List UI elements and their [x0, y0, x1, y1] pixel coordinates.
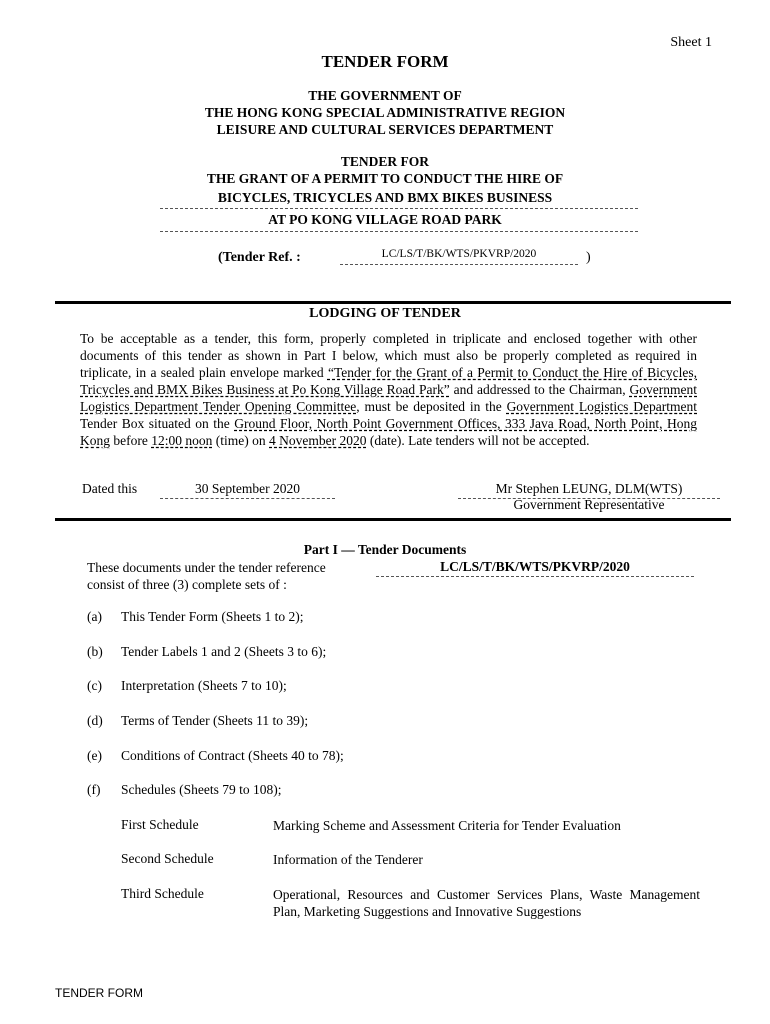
header-line-government: THE GOVERNMENT OF: [308, 88, 462, 103]
tender-ref-label: (Tender Ref. :: [218, 250, 301, 265]
header-line-hksar: THE HONG KONG SPECIAL ADMINISTRATIVE REGION: [204, 105, 566, 120]
schedule-name: Third Schedule: [121, 886, 204, 901]
part-1-intro-line: consist of three (3) complete sets of :: [87, 577, 287, 592]
tender-for-line-1: THE GRANT OF A PERMIT TO CONDUCT THE HIRE OF: [206, 171, 564, 186]
item-text: Schedules (Sheets 79 to 108);: [121, 782, 282, 797]
schedule-name: Second Schedule: [121, 851, 214, 866]
list-item: [87, 678, 287, 694]
part-1-title: Part I — Tender Documents: [303, 542, 467, 557]
lodging-text: To be acceptable as a tender, this form, properly completed in triplicate and enclosed together with other documents of this tender as shown in Part I below, which must also be properly completed as required in triplicate, in a sealed plain envelope marked: [80, 331, 697, 380]
item-text: Tender Labels 1 and 2 (Sheets 3 to 6);: [121, 644, 327, 659]
part-1-intro: [87, 559, 326, 593]
schedule-description: Operational, Resources and Customer Services Plans, Waste Management Plan, Marketing Suggestions and Innovative Suggestions: [273, 887, 700, 919]
tender-for-line-3: AT PO KONG VILLAGE ROAD PARK: [268, 212, 502, 227]
schedule-description: Information of the Tenderer: [273, 852, 423, 867]
list-item: [87, 713, 308, 729]
section-rule: [55, 301, 731, 304]
list-item: [87, 782, 281, 798]
lodging-text: , must be deposited in the: [356, 399, 507, 414]
sheet-number: Sheet 1: [670, 35, 712, 50]
closing-date: 4 November 2020: [269, 433, 367, 448]
item-text: Terms of Tender (Sheets 11 to 39);: [121, 713, 309, 728]
part-1-tender-ref: LC/LS/T/BK/WTS/PKVRP/2020: [376, 559, 694, 577]
item-letter: (f): [87, 782, 101, 797]
closing-time: 12:00 noon: [151, 433, 213, 448]
document-title: TENDER FORM: [321, 52, 449, 71]
dated-label: Dated this: [82, 481, 138, 496]
lodging-text: and addressed to the Chairman,: [449, 382, 630, 397]
lodging-text: Tender Box situated on the: [80, 416, 235, 431]
list-item: [87, 644, 326, 660]
schedule-name: First Schedule: [121, 817, 199, 832]
lodging-text: (date). Late tenders will not be accepted.: [366, 433, 590, 448]
part-1-intro-line: These documents under the tender reference: [87, 560, 326, 575]
tender-for-heading: TENDER FOR: [340, 154, 430, 169]
lodging-paragraph: [80, 330, 697, 449]
item-letter: (a): [87, 609, 102, 624]
item-letter: (b): [87, 644, 103, 659]
lodging-text: before: [110, 433, 152, 448]
list-item: [87, 748, 344, 764]
item-letter: (c): [87, 678, 102, 693]
tender-ref-value: LC/LS/T/BK/WTS/PKVRP/2020: [340, 248, 578, 265]
item-text: Conditions of Contract (Sheets 40 to 78);: [121, 748, 344, 763]
list-item: [87, 609, 304, 625]
footer-label: TENDER FORM: [55, 986, 143, 1000]
dashed-divider: [160, 231, 638, 232]
committee-name: Government Logistics Department Tender Opening Committee: [80, 382, 698, 414]
item-text: Interpretation (Sheets 7 to 10);: [121, 678, 287, 693]
lodging-title: LODGING OF TENDER: [309, 306, 461, 321]
dated-value: 30 September 2020: [160, 481, 335, 499]
representative-title: Government Representative: [513, 497, 665, 512]
item-text: This Tender Form (Sheets 1 to 2);: [121, 609, 304, 624]
dashed-divider: [160, 208, 638, 209]
section-rule: [55, 518, 731, 521]
item-letter: (e): [87, 748, 102, 763]
lodging-text: (time) on: [212, 433, 269, 448]
representative-name: Mr Stephen LEUNG, DLM(WTS): [458, 481, 720, 499]
envelope-marking: “Tender for the Grant of a Permit to Conduct the Hire of Bicycles, Tricycles and BMX Bikes Business at Po Kong Village Road Park”: [80, 365, 697, 397]
header-line-department: LEISURE AND CULTURAL SERVICES DEPARTMENT: [216, 122, 554, 137]
item-letter: (d): [87, 713, 103, 728]
schedule-description: Marking Scheme and Assessment Criteria for Tender Evaluation: [273, 818, 621, 833]
department-name: Government Logistics Department: [506, 399, 698, 414]
tender-box-location: Ground Floor, North Point Government Offices, 333 Java Road, North Point, Hong Kong: [80, 416, 697, 448]
tender-ref-close: ): [586, 250, 591, 265]
tender-for-line-2: BICYCLES, TRICYCLES AND BMX BIKES BUSINESS: [217, 190, 553, 205]
